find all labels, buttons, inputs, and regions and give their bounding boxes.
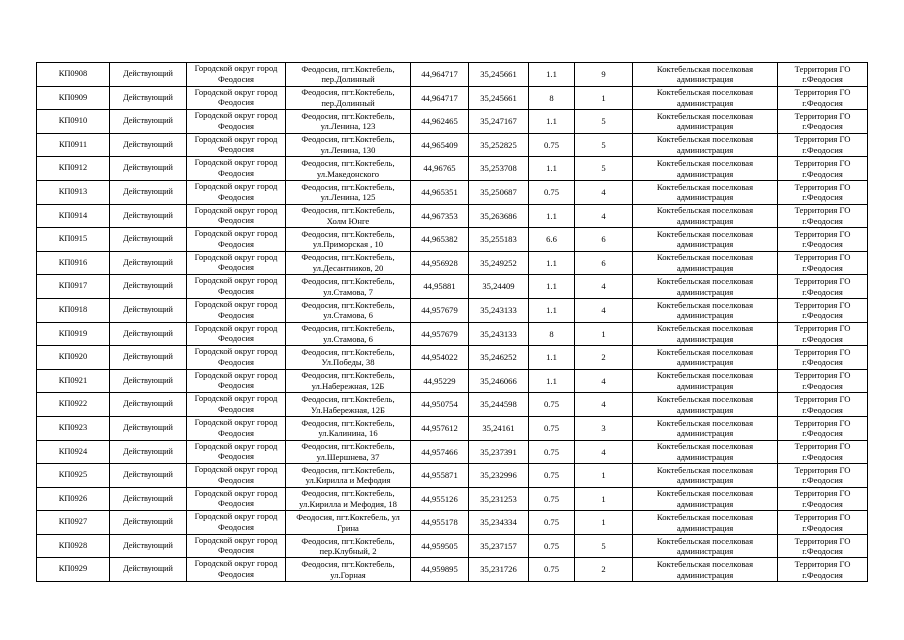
container-volume-cell: 0.75 [529, 393, 575, 417]
district-cell: Городской округ город Феодосия [187, 322, 286, 346]
table-row [37, 275, 868, 299]
administration-cell: Коктебельская поселковая администрация [633, 298, 778, 322]
territory-cell: Территория ГО г.Феодосия [778, 157, 868, 181]
territory-cell: Территория ГО г.Феодосия [778, 133, 868, 157]
collection-points-table [36, 62, 868, 582]
container-volume-cell: 1.1 [529, 251, 575, 275]
address-cell [286, 86, 411, 110]
administration-cell: Коктебельская поселковая администрация [633, 346, 778, 370]
table-row [37, 369, 868, 393]
table-row [37, 157, 868, 181]
address-line-1: Феодосия, пгт.Коктебель, [301, 370, 395, 381]
container-volume-cell: 1.1 [529, 369, 575, 393]
address-cell [286, 464, 411, 488]
status-cell: Действующий [110, 133, 187, 157]
point-code-cell: КП0928 [37, 534, 110, 558]
point-code-cell: КП0923 [37, 416, 110, 440]
district-cell: Городской округ город Феодосия [187, 251, 286, 275]
container-volume-cell: 8 [529, 322, 575, 346]
container-count-cell: 6 [575, 251, 633, 275]
point-code-cell: КП0926 [37, 487, 110, 511]
address-line-1: Феодосия, пгт.Коктебель, [301, 488, 395, 499]
territory-cell: Территория ГО г.Феодосия [778, 322, 868, 346]
longitude-cell: 35,232996 [469, 464, 529, 488]
point-code-cell: КП0914 [37, 204, 110, 228]
district-cell: Городской округ город Феодосия [187, 157, 286, 181]
address-line-1: Феодосия, пгт.Коктебель, [301, 205, 395, 216]
territory-cell: Территория ГО г.Феодосия [778, 416, 868, 440]
address-line-1: Феодосия, пгт.Коктебель, ул [296, 511, 400, 522]
district-cell: Городской округ город Феодосия [187, 180, 286, 204]
point-code-cell: КП0915 [37, 228, 110, 252]
address-line-1: Феодосия, пгт.Коктебель, [301, 299, 395, 310]
container-count-cell: 4 [575, 440, 633, 464]
table-row [37, 346, 868, 370]
district-cell: Городской округ город Феодосия [187, 369, 286, 393]
address-cell [286, 298, 411, 322]
container-volume-cell: 0.75 [529, 558, 575, 582]
territory-cell: Территория ГО г.Феодосия [778, 393, 868, 417]
administration-cell: Коктебельская поселковая администрация [633, 487, 778, 511]
address-line-1: Феодосия, пгт.Коктебель, [301, 441, 395, 452]
table-row [37, 86, 868, 110]
container-volume-cell: 1.1 [529, 63, 575, 87]
latitude-cell: 44,957612 [411, 416, 469, 440]
status-cell: Действующий [110, 63, 187, 87]
administration-cell: Коктебельская поселковая администрация [633, 133, 778, 157]
territory-cell: Территория ГО г.Феодосия [778, 251, 868, 275]
address-cell [286, 63, 411, 87]
territory-cell: Территория ГО г.Феодосия [778, 180, 868, 204]
address-cell [286, 393, 411, 417]
container-count-cell: 5 [575, 110, 633, 134]
latitude-cell: 44,957466 [411, 440, 469, 464]
address-line-1: Феодосия, пгт.Коктебель, [301, 181, 395, 192]
administration-cell: Коктебельская поселковая администрация [633, 275, 778, 299]
latitude-cell: 44,95229 [411, 369, 469, 393]
longitude-cell: 35,247167 [469, 110, 529, 134]
longitude-cell: 35,237157 [469, 534, 529, 558]
district-cell: Городской округ город Феодосия [187, 416, 286, 440]
container-count-cell: 5 [575, 534, 633, 558]
district-cell: Городской округ город Феодосия [187, 86, 286, 110]
administration-cell: Коктебельская поселковая администрация [633, 322, 778, 346]
address-line-2: ул.Стамова, 6 [323, 310, 373, 321]
table-row [37, 204, 868, 228]
container-volume-cell: 1.1 [529, 346, 575, 370]
district-cell: Городской округ город Феодосия [187, 110, 286, 134]
latitude-cell: 44,967353 [411, 204, 469, 228]
table-row [37, 534, 868, 558]
administration-cell: Коктебельская поселковая администрация [633, 63, 778, 87]
latitude-cell: 44,96765 [411, 157, 469, 181]
status-cell: Действующий [110, 369, 187, 393]
address-line-1: Феодосия, пгт.Коктебель, [301, 63, 395, 74]
latitude-cell: 44,965351 [411, 180, 469, 204]
address-cell [286, 558, 411, 582]
point-code-cell: КП0918 [37, 298, 110, 322]
address-line-1: Феодосия, пгт.Коктебель, [301, 394, 395, 405]
longitude-cell: 35,252825 [469, 133, 529, 157]
latitude-cell: 44,965409 [411, 133, 469, 157]
territory-cell: Территория ГО г.Феодосия [778, 228, 868, 252]
address-line-2: ул.Приморская , 10 [312, 239, 384, 250]
territory-cell: Территория ГО г.Феодосия [778, 511, 868, 535]
status-cell: Действующий [110, 298, 187, 322]
status-cell: Действующий [110, 275, 187, 299]
longitude-cell: 35,231726 [469, 558, 529, 582]
address-line-1: Феодосия, пгт.Коктебель, [301, 110, 395, 121]
district-cell: Городской округ город Феодосия [187, 228, 286, 252]
address-cell [286, 487, 411, 511]
administration-cell: Коктебельская поселковая администрация [633, 534, 778, 558]
latitude-cell: 44,965382 [411, 228, 469, 252]
status-cell: Действующий [110, 346, 187, 370]
latitude-cell: 44,95881 [411, 275, 469, 299]
point-code-cell: КП0924 [37, 440, 110, 464]
address-line-2: Ул.Набережная, 12Б [311, 404, 385, 415]
container-count-cell: 1 [575, 487, 633, 511]
administration-cell: Коктебельская поселковая администрация [633, 558, 778, 582]
status-cell: Действующий [110, 416, 187, 440]
status-cell: Действующий [110, 558, 187, 582]
longitude-cell: 35,237391 [469, 440, 529, 464]
table-row [37, 133, 868, 157]
table-row [37, 440, 868, 464]
longitude-cell: 35,253708 [469, 157, 529, 181]
table-row [37, 393, 868, 417]
district-cell: Городской округ город Феодосия [187, 275, 286, 299]
address-line-2: пер.Долинный [321, 97, 375, 108]
longitude-cell: 35,244598 [469, 393, 529, 417]
address-line-2: ул.Македонского [316, 168, 380, 179]
latitude-cell: 44,955126 [411, 487, 469, 511]
table-row [37, 511, 868, 535]
status-cell: Действующий [110, 534, 187, 558]
territory-cell: Территория ГО г.Феодосия [778, 558, 868, 582]
container-volume-cell: 1.1 [529, 204, 575, 228]
address-line-2: Ул.Победы, 38 [321, 357, 375, 368]
district-cell: Городской округ город Феодосия [187, 558, 286, 582]
container-count-cell: 4 [575, 204, 633, 228]
latitude-cell: 44,964717 [411, 86, 469, 110]
container-volume-cell: 0.75 [529, 487, 575, 511]
territory-cell: Территория ГО г.Феодосия [778, 298, 868, 322]
address-cell [286, 133, 411, 157]
address-cell [286, 110, 411, 134]
status-cell: Действующий [110, 228, 187, 252]
administration-cell: Коктебельская поселковая администрация [633, 511, 778, 535]
territory-cell: Территория ГО г.Феодосия [778, 204, 868, 228]
territory-cell: Территория ГО г.Феодосия [778, 86, 868, 110]
table-row [37, 298, 868, 322]
administration-cell: Коктебельская поселковая администрация [633, 157, 778, 181]
address-cell [286, 322, 411, 346]
container-count-cell: 9 [575, 63, 633, 87]
longitude-cell: 35,263686 [469, 204, 529, 228]
longitude-cell: 35,231253 [469, 487, 529, 511]
container-volume-cell: 0.75 [529, 416, 575, 440]
territory-cell: Территория ГО г.Феодосия [778, 63, 868, 87]
district-cell: Городской округ город Феодосия [187, 133, 286, 157]
status-cell: Действующий [110, 251, 187, 275]
address-cell [286, 251, 411, 275]
administration-cell: Коктебельская поселковая администрация [633, 251, 778, 275]
point-code-cell: КП0908 [37, 63, 110, 87]
status-cell: Действующий [110, 393, 187, 417]
container-count-cell: 1 [575, 464, 633, 488]
district-cell: Городской округ город Феодосия [187, 204, 286, 228]
address-line-2: пер.Долинный [321, 74, 375, 85]
address-line-2: ул.Набережная, 12Б [311, 381, 385, 392]
container-volume-cell: 0.75 [529, 440, 575, 464]
address-line-1: Феодосия, пгт.Коктебель, [301, 252, 395, 263]
status-cell: Действующий [110, 487, 187, 511]
longitude-cell: 35,245661 [469, 63, 529, 87]
district-cell: Городской округ город Феодосия [187, 393, 286, 417]
address-line-1: Феодосия, пгт.Коктебель, [301, 134, 395, 145]
table-row [37, 251, 868, 275]
address-line-2: ул.Ленина, 130 [320, 145, 376, 156]
point-code-cell: КП0911 [37, 133, 110, 157]
container-count-cell: 2 [575, 346, 633, 370]
longitude-cell: 35,249252 [469, 251, 529, 275]
status-cell: Действующий [110, 157, 187, 181]
latitude-cell: 44,954022 [411, 346, 469, 370]
address-line-1: Феодосия, пгт.Коктебель, [301, 417, 395, 428]
status-cell: Действующий [110, 110, 187, 134]
container-volume-cell: 1.1 [529, 275, 575, 299]
container-count-cell: 4 [575, 275, 633, 299]
district-cell: Городской округ город Феодосия [187, 511, 286, 535]
longitude-cell: 35,234334 [469, 511, 529, 535]
status-cell: Действующий [110, 180, 187, 204]
latitude-cell: 44,957679 [411, 298, 469, 322]
address-line-2: Грина [337, 522, 359, 533]
container-count-cell: 2 [575, 558, 633, 582]
address-line-1: Феодосия, пгт.Коктебель, [301, 346, 395, 357]
administration-cell: Коктебельская поселковая администрация [633, 228, 778, 252]
point-code-cell: КП0910 [37, 110, 110, 134]
longitude-cell: 35,246252 [469, 346, 529, 370]
longitude-cell: 35,255183 [469, 228, 529, 252]
administration-cell: Коктебельская поселковая администрация [633, 369, 778, 393]
point-code-cell: КП0917 [37, 275, 110, 299]
status-cell: Действующий [110, 464, 187, 488]
territory-cell: Территория ГО г.Феодосия [778, 369, 868, 393]
territory-cell: Территория ГО г.Феодосия [778, 346, 868, 370]
container-volume-cell: 6.6 [529, 228, 575, 252]
address-cell [286, 275, 411, 299]
territory-cell: Территория ГО г.Феодосия [778, 275, 868, 299]
container-volume-cell: 1.1 [529, 157, 575, 181]
point-code-cell: КП0920 [37, 346, 110, 370]
point-code-cell: КП0922 [37, 393, 110, 417]
point-code-cell: КП0909 [37, 86, 110, 110]
address-line-2: ул.Горная [330, 569, 366, 580]
longitude-cell: 35,24161 [469, 416, 529, 440]
address-line-1: Феодосия, пгт.Коктебель, [301, 464, 395, 475]
administration-cell: Коктебельская поселковая администрация [633, 464, 778, 488]
table-row [37, 63, 868, 87]
address-line-2: ул.Калинина, 16 [318, 428, 378, 439]
latitude-cell: 44,956928 [411, 251, 469, 275]
table-row [37, 322, 868, 346]
address-line-2: ул.Кирилла и Мефодия [305, 475, 391, 486]
container-volume-cell: 1.1 [529, 298, 575, 322]
address-line-2: Холм Юнге [326, 215, 370, 226]
latitude-cell: 44,955871 [411, 464, 469, 488]
address-line-2: ул.Шершнева, 37 [316, 451, 380, 462]
district-cell: Городской округ город Феодосия [187, 487, 286, 511]
latitude-cell: 44,950754 [411, 393, 469, 417]
territory-cell: Территория ГО г.Феодосия [778, 534, 868, 558]
district-cell: Городской округ город Феодосия [187, 534, 286, 558]
table-row [37, 487, 868, 511]
address-cell [286, 440, 411, 464]
district-cell: Городской округ город Феодосия [187, 63, 286, 87]
latitude-cell: 44,964717 [411, 63, 469, 87]
address-line-2: ул.Кирилла и Мефодия, 18 [299, 498, 397, 509]
point-code-cell: КП0921 [37, 369, 110, 393]
container-count-cell: 1 [575, 511, 633, 535]
table-body [37, 63, 868, 582]
address-line-1: Феодосия, пгт.Коктебель, [301, 535, 395, 546]
longitude-cell: 35,245661 [469, 86, 529, 110]
district-cell: Городской округ город Феодосия [187, 464, 286, 488]
latitude-cell: 44,959895 [411, 558, 469, 582]
point-code-cell: КП0927 [37, 511, 110, 535]
administration-cell: Коктебельская поселковая администрация [633, 393, 778, 417]
point-code-cell: КП0912 [37, 157, 110, 181]
territory-cell: Территория ГО г.Феодосия [778, 487, 868, 511]
container-volume-cell: 0.75 [529, 133, 575, 157]
administration-cell: Коктебельская поселковая администрация [633, 416, 778, 440]
address-cell [286, 369, 411, 393]
district-cell: Городской округ город Феодосия [187, 298, 286, 322]
administration-cell: Коктебельская поселковая администрация [633, 86, 778, 110]
address-line-2: ул.Стамова, 6 [323, 333, 373, 344]
address-cell [286, 157, 411, 181]
container-volume-cell: 8 [529, 86, 575, 110]
district-cell: Городской округ город Феодосия [187, 440, 286, 464]
address-cell [286, 180, 411, 204]
address-line-2: пер.Клубный, 2 [319, 546, 377, 557]
latitude-cell: 44,955178 [411, 511, 469, 535]
table-row [37, 180, 868, 204]
status-cell: Действующий [110, 86, 187, 110]
point-code-cell: КП0925 [37, 464, 110, 488]
longitude-cell: 35,243133 [469, 322, 529, 346]
address-line-2: ул.Стамова, 7 [323, 286, 373, 297]
latitude-cell: 44,957679 [411, 322, 469, 346]
address-line-1: Феодосия, пгт.Коктебель, [301, 158, 395, 169]
longitude-cell: 35,246066 [469, 369, 529, 393]
address-cell [286, 346, 411, 370]
container-count-cell: 1 [575, 86, 633, 110]
address-line-1: Феодосия, пгт.Коктебель, [301, 323, 395, 334]
territory-cell: Территория ГО г.Феодосия [778, 464, 868, 488]
container-count-cell: 3 [575, 416, 633, 440]
address-cell [286, 228, 411, 252]
address-line-1: Феодосия, пгт.Коктебель, [301, 559, 395, 570]
status-cell: Действующий [110, 440, 187, 464]
address-cell [286, 204, 411, 228]
longitude-cell: 35,243133 [469, 298, 529, 322]
address-cell [286, 511, 411, 535]
container-volume-cell: 0.75 [529, 534, 575, 558]
container-count-cell: 4 [575, 298, 633, 322]
container-count-cell: 4 [575, 369, 633, 393]
status-cell: Действующий [110, 322, 187, 346]
container-volume-cell: 0.75 [529, 464, 575, 488]
container-count-cell: 4 [575, 180, 633, 204]
container-volume-cell: 0.75 [529, 511, 575, 535]
longitude-cell: 35,24409 [469, 275, 529, 299]
territory-cell: Территория ГО г.Феодосия [778, 440, 868, 464]
address-cell [286, 416, 411, 440]
table-row [37, 558, 868, 582]
status-cell: Действующий [110, 511, 187, 535]
point-code-cell: КП0916 [37, 251, 110, 275]
container-volume-cell: 1.1 [529, 110, 575, 134]
container-count-cell: 4 [575, 393, 633, 417]
table-row [37, 464, 868, 488]
table-row [37, 416, 868, 440]
address-cell [286, 534, 411, 558]
container-count-cell: 1 [575, 322, 633, 346]
point-code-cell: КП0929 [37, 558, 110, 582]
administration-cell: Коктебельская поселковая администрация [633, 110, 778, 134]
address-line-1: Феодосия, пгт.Коктебель, [301, 228, 395, 239]
container-count-cell: 5 [575, 157, 633, 181]
address-line-1: Феодосия, пгт.Коктебель, [301, 87, 395, 98]
address-line-2: ул.Ленина, 125 [320, 192, 376, 203]
longitude-cell: 35,250687 [469, 180, 529, 204]
table-row [37, 228, 868, 252]
administration-cell: Коктебельская поселковая администрация [633, 440, 778, 464]
administration-cell: Коктебельская поселковая администрация [633, 204, 778, 228]
container-count-cell: 6 [575, 228, 633, 252]
administration-cell: Коктебельская поселковая администрация [633, 180, 778, 204]
address-line-2: ул.Ленина, 123 [320, 121, 376, 132]
container-volume-cell: 0.75 [529, 180, 575, 204]
address-line-2: ул.Десантников, 20 [312, 263, 384, 274]
point-code-cell: КП0913 [37, 180, 110, 204]
district-cell: Городской округ город Феодосия [187, 346, 286, 370]
latitude-cell: 44,959505 [411, 534, 469, 558]
table-row [37, 110, 868, 134]
status-cell: Действующий [110, 204, 187, 228]
address-line-1: Феодосия, пгт.Коктебель, [301, 276, 395, 287]
container-count-cell: 5 [575, 133, 633, 157]
point-code-cell: КП0919 [37, 322, 110, 346]
territory-cell: Территория ГО г.Феодосия [778, 110, 868, 134]
latitude-cell: 44,962465 [411, 110, 469, 134]
